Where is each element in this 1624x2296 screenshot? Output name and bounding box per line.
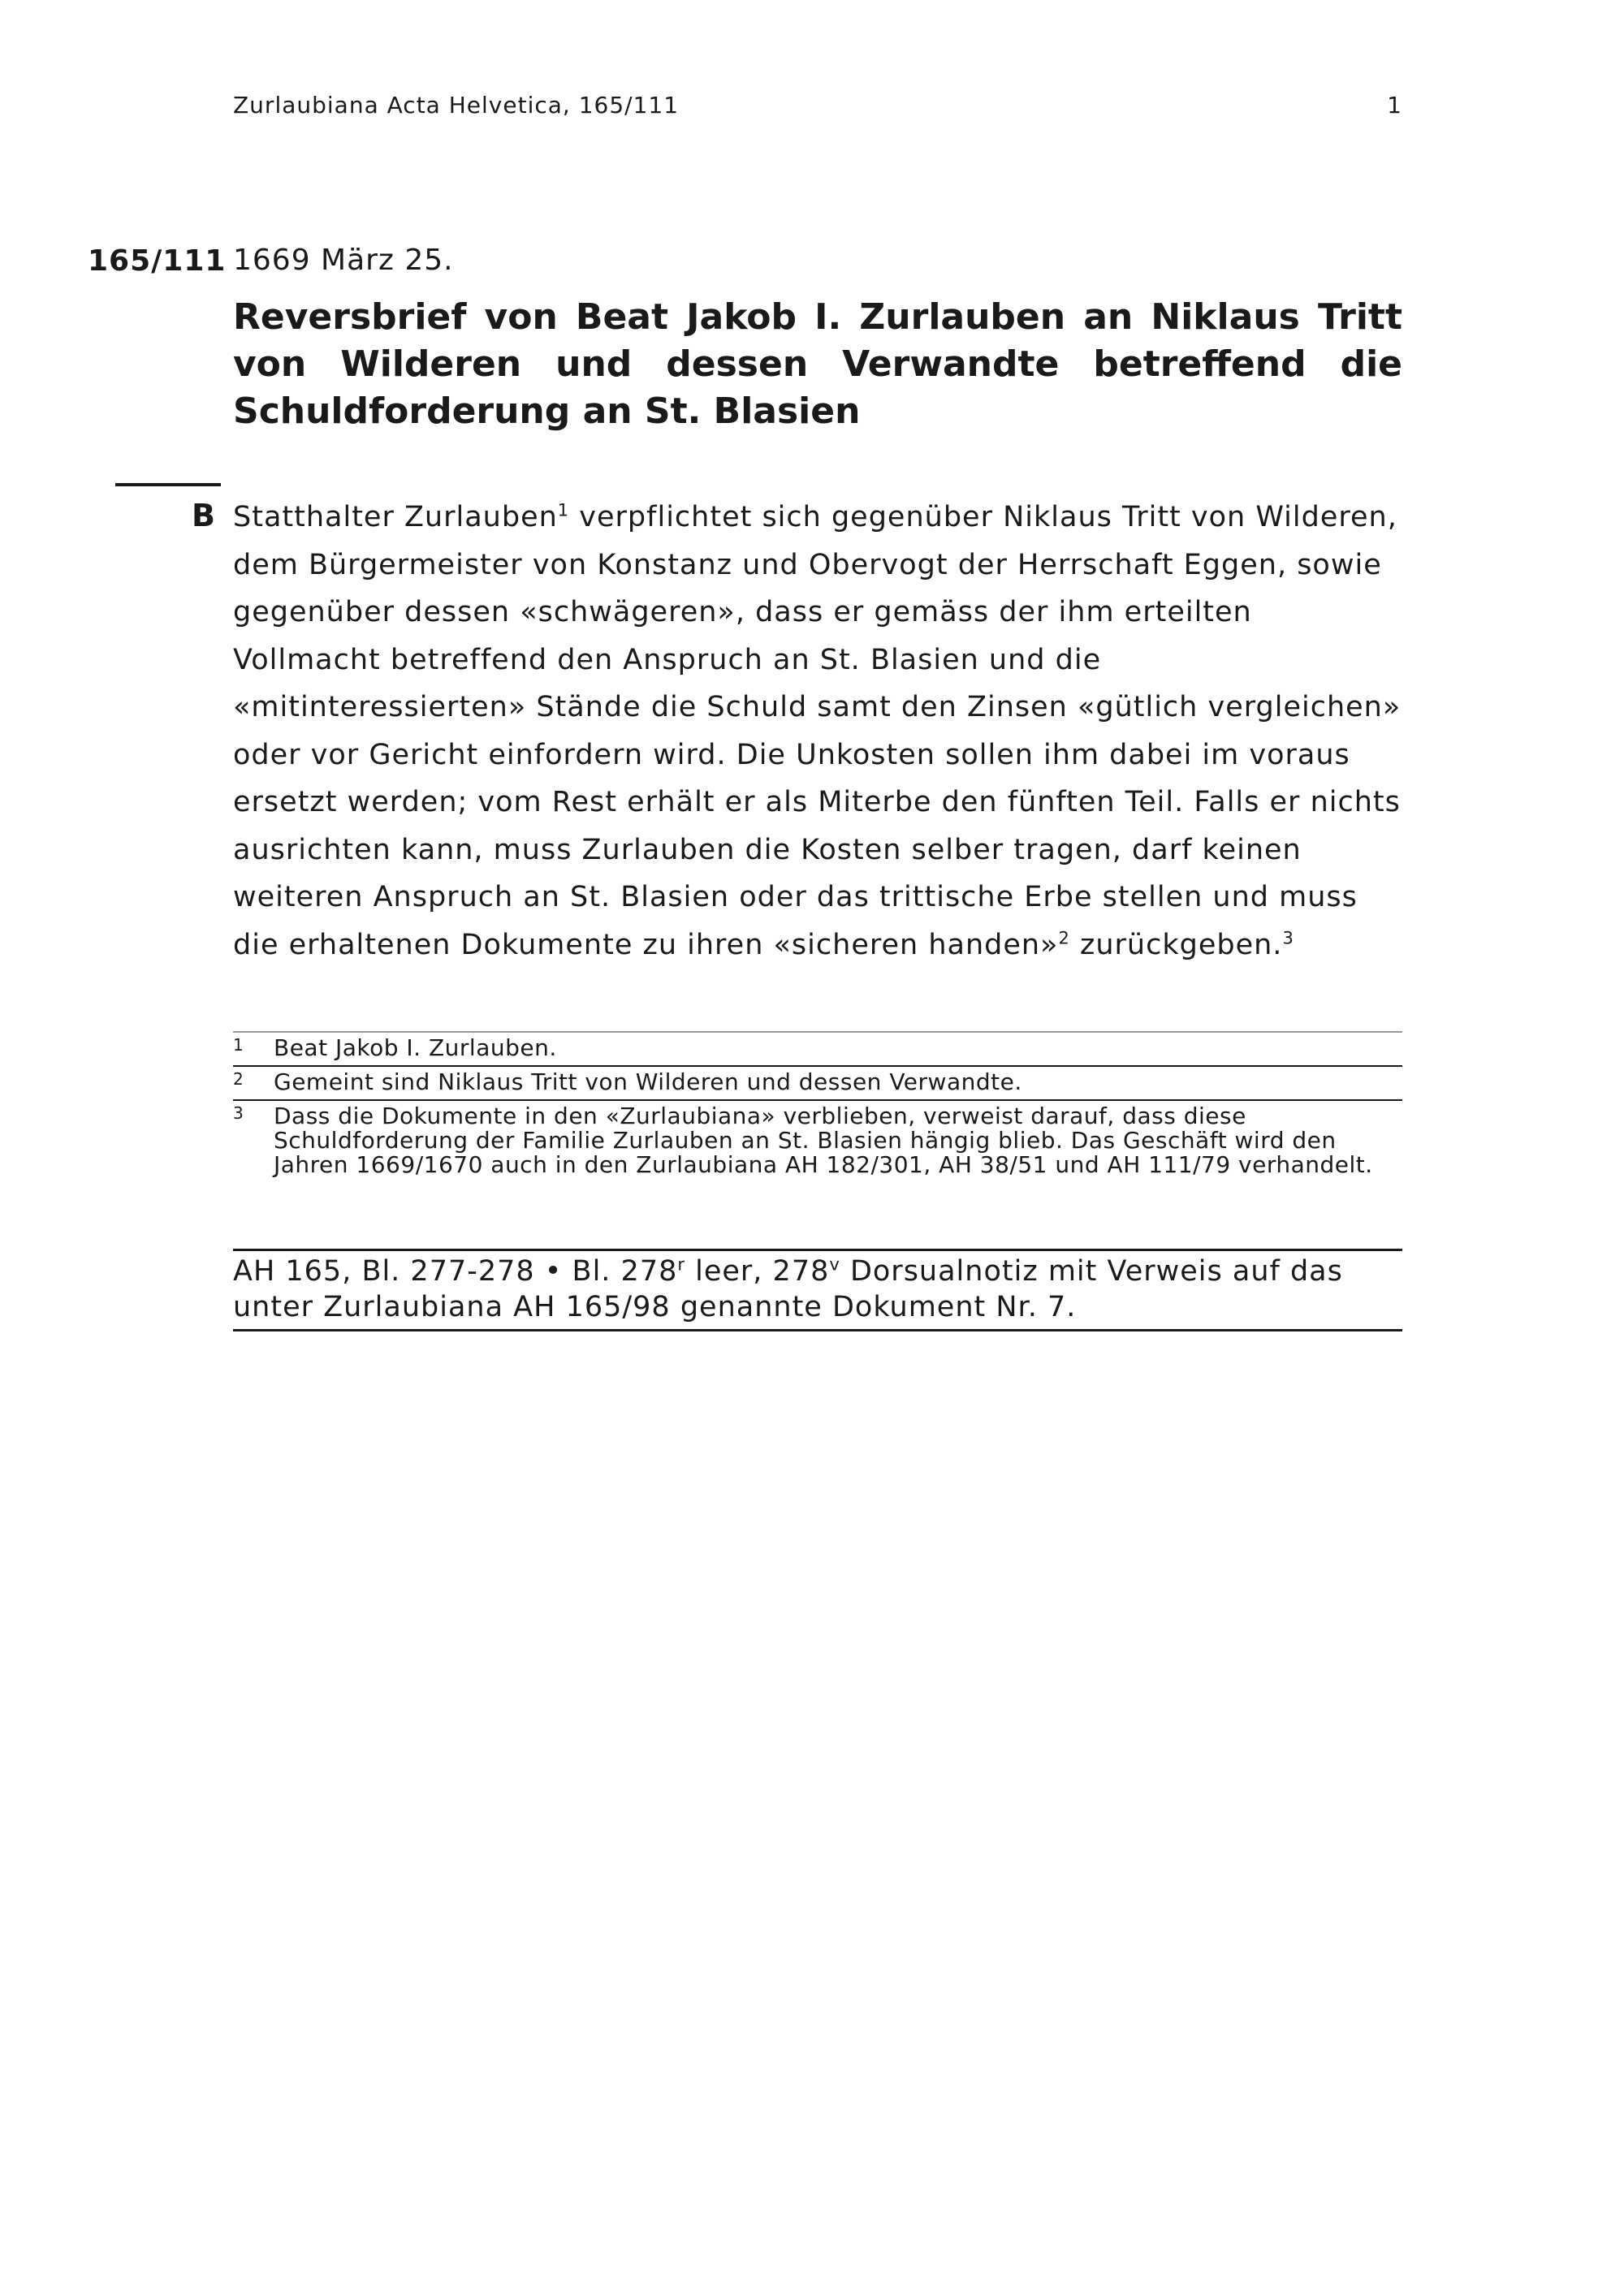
footnote-text: Dass die Dokumente in den «Zurlaubiana» verblieben, verweist darauf, dass diese Schuldforderung der Familie Zurlauben an St. Blasien hängig blieb. Das Geschäft wird den Jahren 1669/1670 auch in den Zurlaubiana AH 182/301, AH 38/51 und AH 111/79 verhandelt. <box>274 1103 1373 1178</box>
regest-part-1: Statthalter Zurlauben <box>233 501 558 533</box>
footnote <box>233 1101 1402 1182</box>
footnote <box>233 1033 1402 1067</box>
page-number: 1 <box>1387 92 1402 119</box>
running-header <box>233 92 1402 119</box>
section-divider <box>115 483 221 486</box>
document-title: Reversbrief von Beat Jakob I. Zurlauben an Niklaus Tritt von Wilderen und dessen Verwandte betreffend die Schuldforderung an St. Blasien <box>233 296 1402 432</box>
footnote-ref-1[interactable]: 1 <box>557 500 570 520</box>
footnote-text: Gemeint sind Niklaus Tritt von Wilderen und dessen Verwandte. <box>274 1068 1022 1095</box>
source-part-3: Dorsualnotiz mit Verweis auf das unter Zurlaubiana AH 165/98 genannte Dokument Nr. 7. <box>233 1255 1343 1323</box>
document-number: 165/111 <box>88 244 227 278</box>
verso-sup: v <box>829 1254 840 1275</box>
footnote-ref-3[interactable]: 3 <box>1282 927 1294 947</box>
source-note <box>233 1249 1402 1331</box>
footnote-marker: 3 <box>233 1103 244 1123</box>
document-date: 1669 März 25. <box>233 244 454 277</box>
source-part-2: leer, 278 <box>685 1255 830 1288</box>
recto-sup: r <box>677 1254 685 1275</box>
footnote-marker: 2 <box>233 1069 244 1089</box>
source-part-1: AH 165, Bl. 277-278 • Bl. 278 <box>233 1255 678 1288</box>
regest-text <box>233 494 1402 969</box>
footnote <box>233 1067 1402 1101</box>
regest-part-2: verpflichtet sich gegenüber Niklaus Tritt von Wilderen, dem Bürgermeister von Konstanz und Obervogt der Herrschaft Eggen, sowie gegenüber dessen «schwägeren», dass er gemäss der ihm erteilten Vollmacht betreffend den Anspruch an St. Blasien und die «mitinteressierten» Stände die Schuld samt den Zinsen «gütlich vergleichen» oder vor Gericht einfordern wird. Die Unkosten sollen ihm dabei im voraus ersetzt werden; vom Rest erhält er als Miterbe den fünften Teil. Falls er nichts ausrichten kann, muss Zurlauben die Kosten selber tragen, darf keinen weiteren Anspruch an St. Blasien oder das trittische Erbe stellen und muss die erhaltenen Dokumente zu ihren «sicheren handen» <box>233 501 1402 961</box>
footnotes <box>233 1031 1402 1182</box>
regest-marker: B <box>192 498 215 533</box>
footnote-marker: 1 <box>233 1035 244 1055</box>
footnote-ref-2[interactable]: 2 <box>1058 927 1070 947</box>
footnote-text: Beat Jakob I. Zurlauben. <box>274 1034 557 1061</box>
running-title: Zurlaubiana Acta Helvetica, 165/111 <box>233 92 680 119</box>
regest-part-3: zurückgeben. <box>1069 928 1283 961</box>
